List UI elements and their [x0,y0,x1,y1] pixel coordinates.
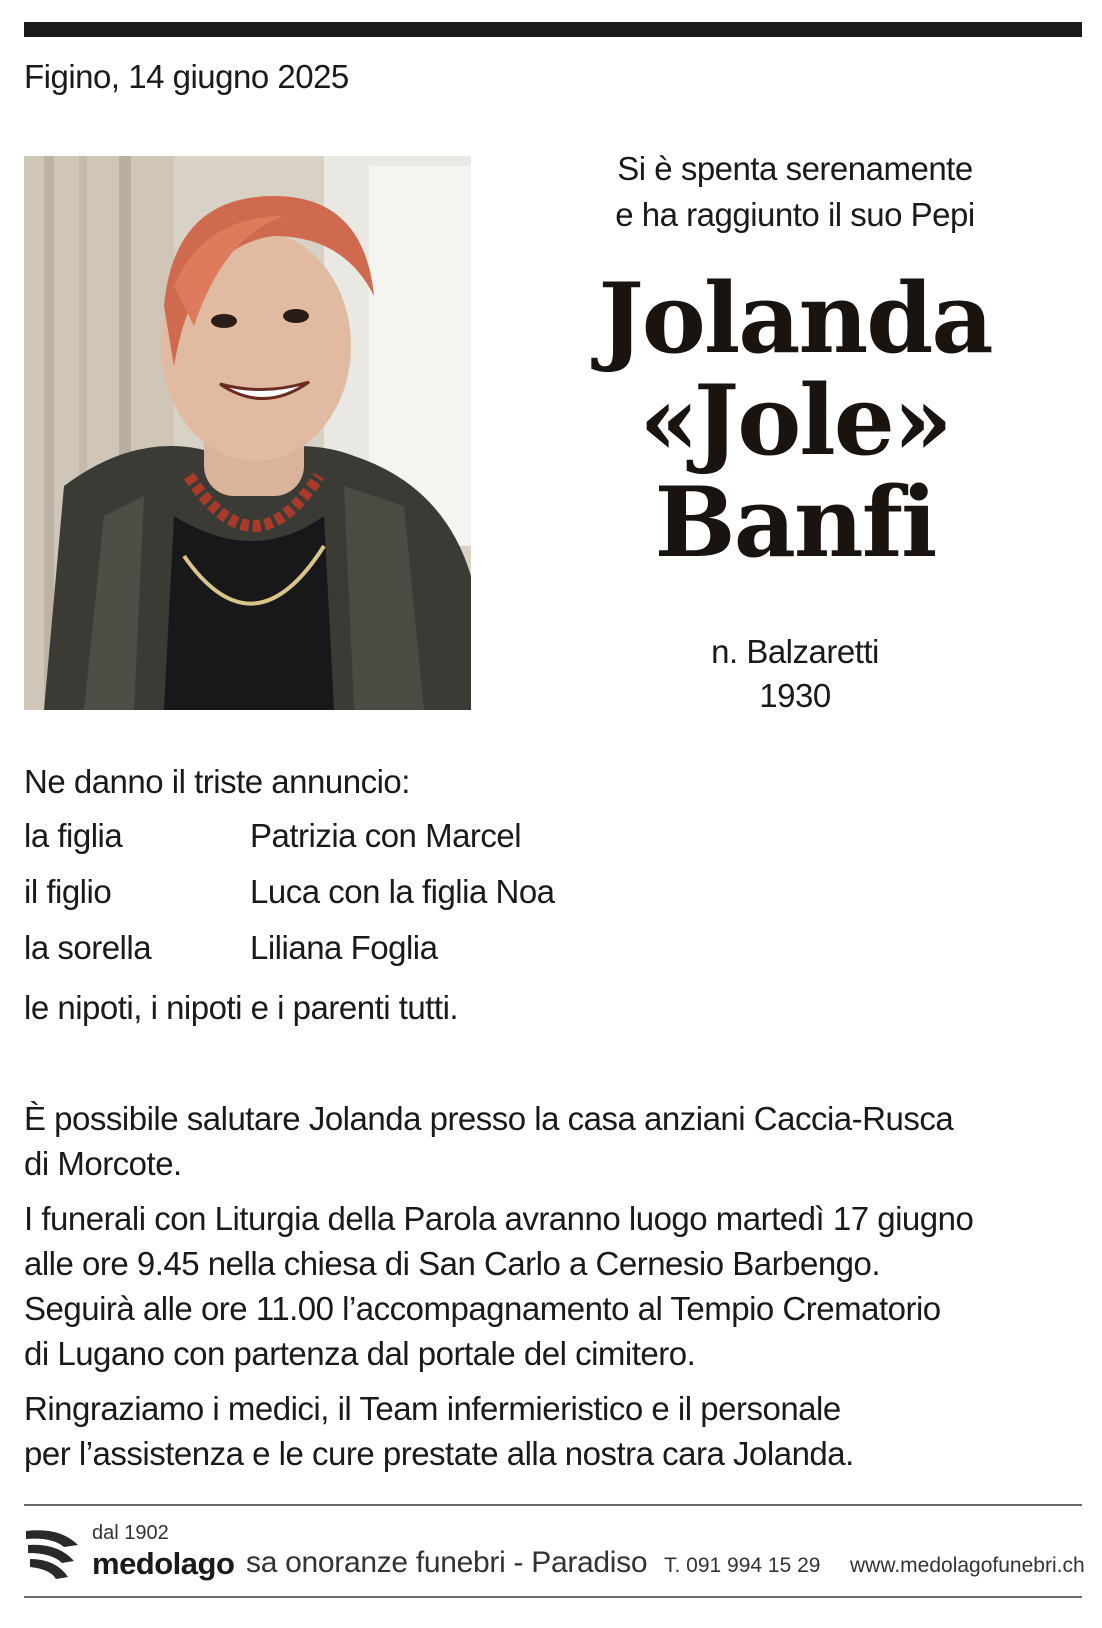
relative-role: il figlio [24,873,112,910]
phone-number: T. 091 994 15 29 [664,1554,821,1577]
thanks-paragraph [24,1386,1064,1476]
brand-name: medolago [92,1546,235,1581]
intro-line-2: e ha raggiunto il suo Pepi [615,196,975,233]
first-name: Jolanda [598,262,992,375]
footer-bottom-rule [24,1596,1082,1598]
relative-name: Luca con la figlia Noa [250,873,555,910]
dateline: Figino, 14 giugno 2025 [24,58,349,95]
announcement-heading: Ne danno il triste annuncio: [24,763,410,800]
maiden-info [560,630,1030,718]
relative-name: Liliana Foglia [250,929,438,966]
nickname: «Jole» [639,364,951,477]
website-link[interactable]: www.medolagofunebri.ch [850,1554,1085,1577]
intro-line-1: Si è spenta serenamente [617,150,973,187]
thanks-line: per l’assistenza e le cure prestate alla nostra cara Jolanda. [24,1435,854,1472]
visit-paragraph [24,1096,1064,1186]
funeral-line: di Lugano con partenza dal portale del cimitero. [24,1335,696,1372]
relative-role: la figlia [24,817,123,854]
intro-text [560,146,1030,238]
birth-year: 1930 [759,677,831,714]
visit-line: di Morcote. [24,1145,182,1182]
relative-name: Patrizia con Marcel [250,817,522,854]
footer-top-rule [24,1504,1082,1506]
deceased-name [540,262,1050,579]
maiden-name: n. Balzaretti [711,633,879,670]
brand-tagline: sa onoranze funebri - Paradiso [246,1546,648,1579]
funeral-line: alle ore 9.45 nella chiesa di San Carlo a Cernesio Barbengo. [24,1245,881,1282]
funeral-home-footer [24,1522,1085,1586]
last-name: Banfi [654,466,936,579]
funeral-line: I funerali con Liturgia della Parola avranno luogo martedì 17 giugno [24,1200,974,1237]
top-rule [24,22,1082,37]
relative-role: la sorella [24,929,152,966]
funeral-paragraph [24,1196,1064,1376]
medolago-logo-icon [24,1527,82,1585]
other-relatives: le nipoti, i nipoti e i parenti tutti. [24,989,459,1026]
since-label: dal 1902 [92,1522,169,1544]
portrait-photo [24,156,471,710]
funeral-line: Seguirà alle ore 11.00 l’accompagnamento al Tempio Crematorio [24,1290,941,1327]
thanks-line: Ringraziamo i medici, il Team infermieristico e il personale [24,1390,841,1427]
visit-line: È possibile salutare Jolanda presso la casa anziani Caccia-Rusca [24,1100,954,1137]
